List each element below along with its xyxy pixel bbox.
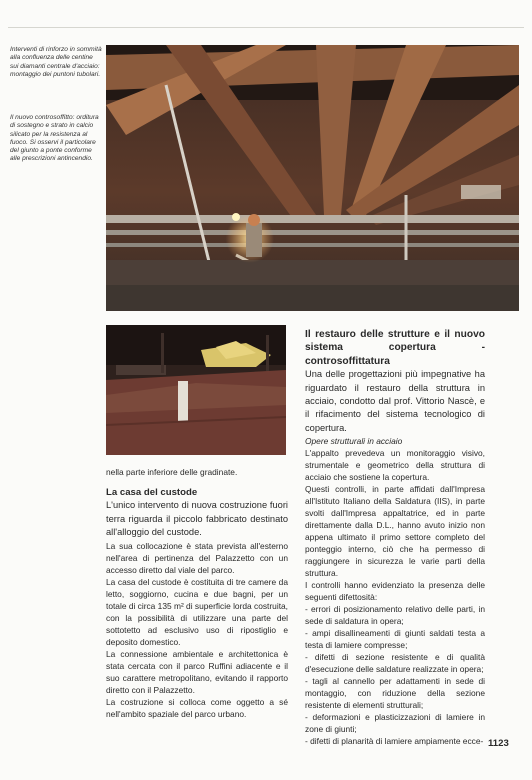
steel-roof-structure-photo [106, 45, 519, 311]
list-item: - ampi disallineamenti di giunti saldati testa a testa di lamiere compresse; [305, 628, 485, 651]
section-heading-custode: La casa del custode [106, 487, 198, 498]
paragraph: La connessione ambientale e architettonica è stata cercata con il parco Ruffini adiacente e il suo carattere metropolitano, evitando il rapporto diretto con il Palazzetto. [106, 648, 288, 695]
page-number: 1123 [488, 738, 509, 749]
paragraph: Questi controlli, in parte affidati dall'Impresa all'Istituto Italiano della Saldatura (IIS), in parte svolti dall'Impresa appaltatrice, ed in parte direttamente dalla D.L., hanno avuto inizio non appena ultimato il primo settore completo del ponteggio interno, ciò che ha permesso di raggiungere in sicurezza le varie parti della struttura. [305, 484, 485, 579]
carryover-text: nella parte inferiore delle gradinate. [106, 467, 238, 477]
caption-bottom: Il nuovo controsoffitto: orditura di sostegno e strato in calcio silicato per la resistenza al fuoco. Si osservi il particolare del giunto a ponte conforme alle prescrizioni antincendio. [10, 114, 99, 163]
list-item: - difetti di planarità di lamiere ampiamente ecce- [305, 736, 484, 747]
section-heading-restauro: Il restauro delle strutture e il nuovo sistema copertura - controsoffittatura [305, 329, 485, 367]
subheading-opere: Opere strutturali in acciaio [305, 436, 403, 447]
caption-top: Interventi di rinforzo in sommità alla confluenza delle centine sui diamanti centrale d'acciaio: montaggio dei puntoni tubolari. [10, 46, 102, 78]
paragraph: I controlli hanno evidenziato la presenza delle seguenti difettosità: [305, 580, 485, 603]
paragraph: La sua collocazione è stata prevista all'esterno nell'area di pertinenza del Palazzetto con un accesso diretto dal viale del parco. [106, 540, 288, 575]
paragraph: L'unico intervento di nuova costruzione fuori terra riguarda il piccolo fabbricato destinato all'alloggio del custode. [106, 500, 288, 538]
list-item: - tagli al cannello per adattamenti in sede di montaggio, con riduzione della sezione resistente di elementi strutturali; [305, 676, 485, 711]
left-text-column [106, 466, 288, 720]
list-item: - errori di posizionamento relativo delle parti, in sede di saldatura in opera; [305, 604, 485, 627]
paragraph: La costruzione si colloca come oggetto a sé nell'ambito spaziale del parco urbano. [106, 696, 288, 719]
list-item: - difetti di sezione resistente e di qualità d'esecuzione delle saldature realizzate in opera; [305, 652, 485, 675]
paragraph: Una delle progettazioni più impegnative ha riguardato il restauro della struttura in acciaio, condotto dal prof. Vittorio Nascè, e il rifacimento del sistema tecnologico di copertura. [305, 369, 485, 433]
header-rule [8, 27, 524, 28]
paragraph: La casa del custode è costituita di tre camere da letto, soggiorno, cucina e due bagni, per un totale di circa 135 m² di superficie lorda costruita, con la possibilità di utilizzare una parte del sottotetto ad esclusivo uso di ripostiglio e deposito domestico. [106, 576, 289, 647]
list-item: - deformazioni e plasticizzazioni di lamiere in zone di giunti; [305, 712, 485, 735]
fireproof-ceiling-photo [106, 325, 286, 455]
right-text-column [305, 328, 485, 747]
paragraph: L'appalto prevedeva un monitoraggio visivo, strumentale e geometrico della struttura di acciaio che sostiene la copertura. [305, 448, 485, 483]
